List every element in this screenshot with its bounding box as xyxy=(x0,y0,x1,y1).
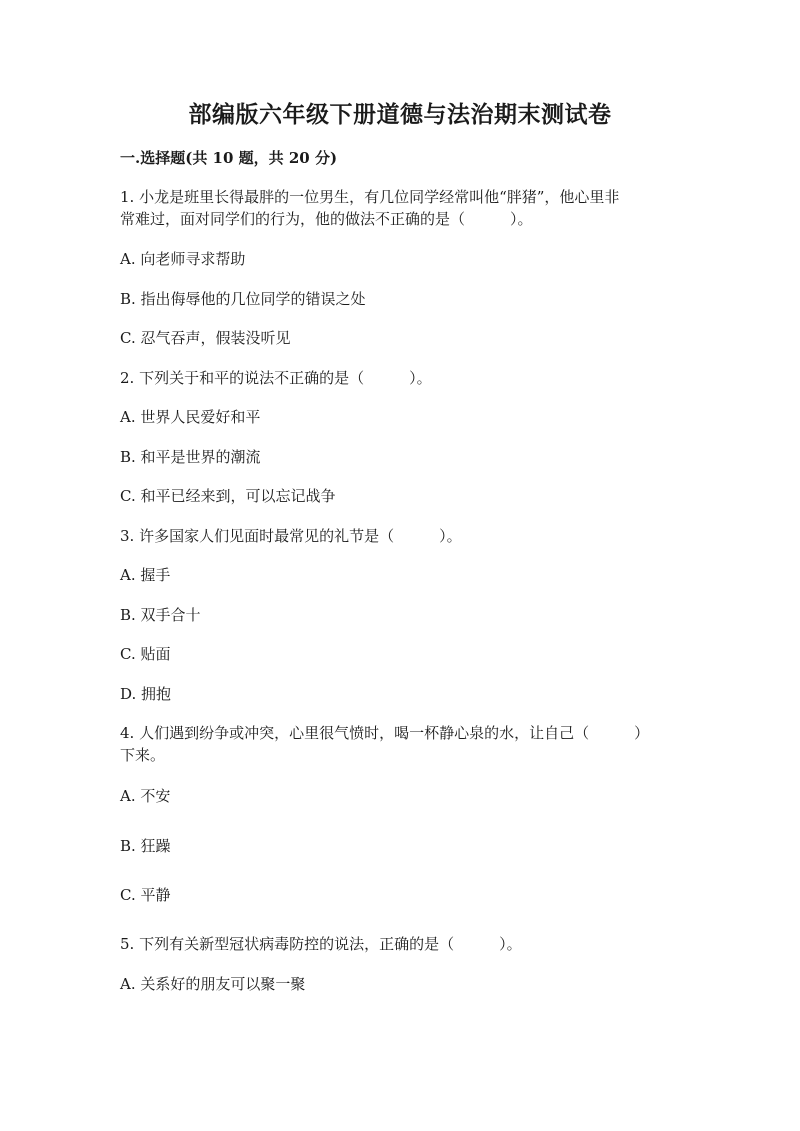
section-heading: 一.选择题(共 10 题，共 20 分) xyxy=(120,149,338,167)
question-stem-line: 下来。 xyxy=(120,746,166,764)
option-3a: A. 握手 xyxy=(120,566,171,584)
option-2c: C. 和平已经来到，可以忘记战争 xyxy=(120,487,336,505)
question-stem-line: 1. 小龙是班里长得最胖的一位男生，有几位同学经常叫他“胖猪”，他心里非 xyxy=(120,188,620,206)
option-2a: A. 世界人民爱好和平 xyxy=(120,408,261,426)
option-3d: D. 拥抱 xyxy=(120,685,172,703)
option-5a: A. 关系好的朋友可以聚一聚 xyxy=(120,975,306,993)
option-1a: A. 向老师寻求帮助 xyxy=(120,250,246,268)
option-2b: B. 和平是世界的潮流 xyxy=(120,448,261,466)
question-stem-4 xyxy=(120,722,680,766)
question-stem-3: 3. 许多国家人们见面时最常见的礼节是（ ）。 xyxy=(120,527,462,545)
question-stem-line: 4. 人们遇到纷争或冲突，心里很气愤时，喝一杯静心泉的水，让自己（ ） xyxy=(120,724,650,742)
document-title: 部编版六年级下册道德与法治期末测试卷 xyxy=(188,101,612,128)
question-stem-line: 常难过，面对同学们的行为，他的做法不正确的是（ ）。 xyxy=(120,210,533,228)
option-4c: C. 平静 xyxy=(120,886,171,904)
option-4b: B. 狂躁 xyxy=(120,837,171,855)
option-3c: C. 贴面 xyxy=(120,645,171,663)
option-1b: B. 指出侮辱他的几位同学的错误之处 xyxy=(120,290,366,308)
option-4a: A. 不安 xyxy=(120,787,171,805)
option-1c: C. 忍气吞声，假装没听见 xyxy=(120,329,291,347)
question-stem-5: 5. 下列有关新型冠状病毒防控的说法，正确的是（ ）。 xyxy=(120,935,522,953)
option-3b: B. 双手合十 xyxy=(120,606,201,624)
question-stem-2: 2. 下列关于和平的说法不正确的是（ ）。 xyxy=(120,369,432,387)
question-stem-1 xyxy=(120,186,680,230)
